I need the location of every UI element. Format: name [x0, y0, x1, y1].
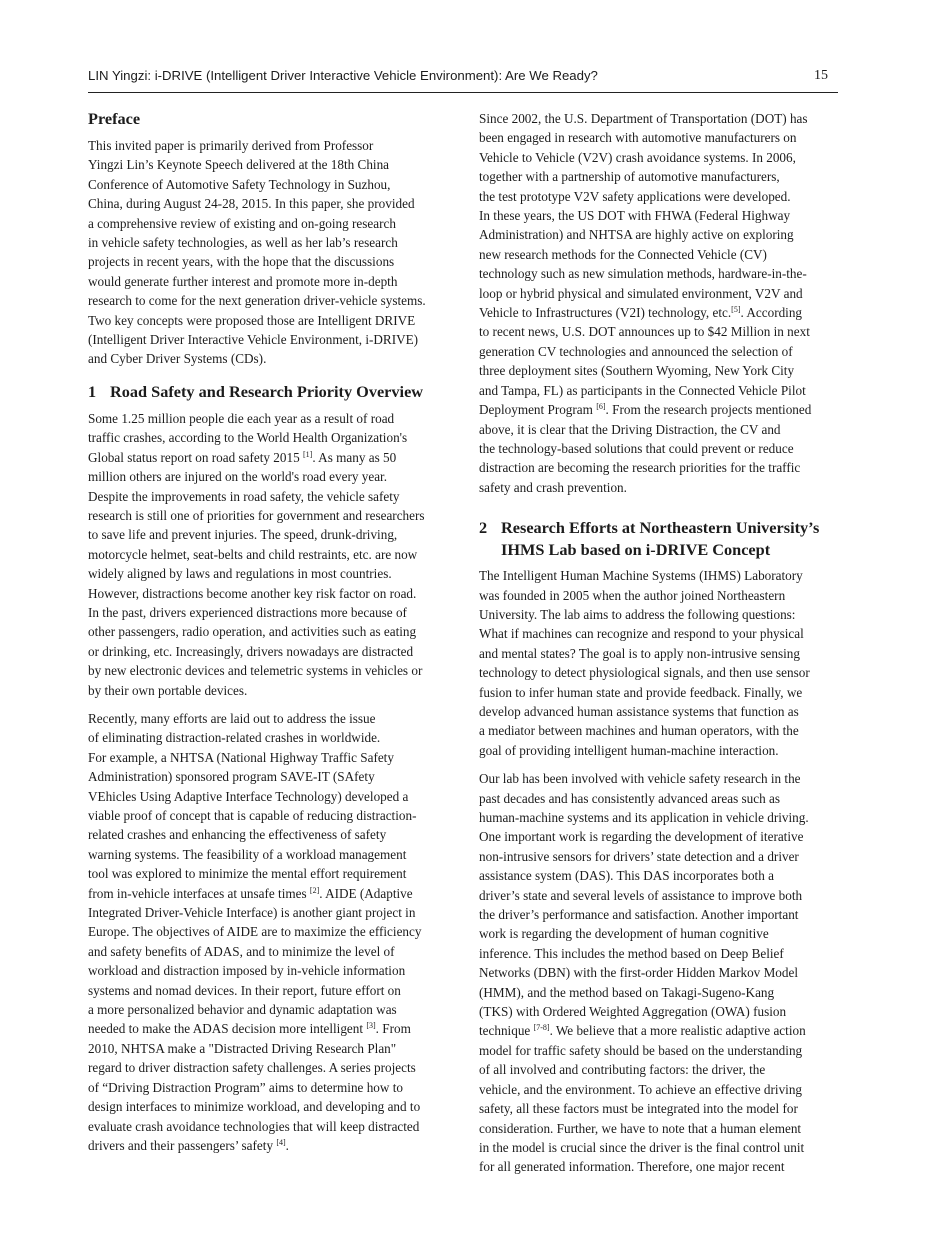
- text-line: In these years, the US DOT with FHWA (Federal Highway: [479, 208, 791, 224]
- preface-paragraph: [88, 136, 452, 369]
- text-line: widely aligned by laws and regulations in most countries.: [88, 566, 392, 582]
- text-line: consideration. Further, we have to note that a human element: [479, 1120, 802, 1136]
- text-line: a mediator between machines and human operators, with the: [479, 723, 799, 739]
- text-line: to save life and prevent injuries. The speed, drunk-driving,: [88, 527, 398, 543]
- text-line: generation CV technologies and announced the selection of: [479, 343, 793, 359]
- text-line: In the past, drivers experienced distractions more because of: [88, 604, 407, 620]
- text-line: the test prototype V2V safety applications were developed.: [479, 188, 791, 204]
- text-line: Yingzi Lin’s Keynote Speech delivered at the 18th China: [88, 157, 390, 173]
- text-run: . According: [740, 305, 803, 321]
- text-line: VEhicles Using Adaptive Interface Technology) developed a: [88, 788, 409, 804]
- text-line: [88, 1136, 452, 1155]
- text-line: to recent news, U.S. DOT announces up to $42 Million in next: [479, 324, 810, 340]
- text-line: non-intrusive sensors for drivers’ state detection and a driver: [479, 848, 799, 864]
- text-line: and Tampa, FL) as participants in the Connected Vehicle Pilot: [479, 382, 806, 398]
- text-run: technique: [479, 1023, 534, 1039]
- text-line: model for traffic safety should be based on the understanding: [479, 1042, 803, 1058]
- text-line: design interfaces to minimize workload, and developing and to: [88, 1099, 421, 1115]
- text-line: loop or hybrid physical and simulated environment, V2V and: [479, 285, 803, 301]
- text-line: research is still one of priorities for government and researchers: [88, 507, 425, 523]
- text-line: safety, all these factors must be integrated into the model for: [479, 1101, 798, 1117]
- text-run: Deployment Program: [479, 402, 597, 418]
- text-line: vehicle, and the environment. To achieve an effective driving: [479, 1081, 803, 1097]
- text-line: a more personalized behavior and dynamic adaptation was: [88, 1002, 397, 1018]
- text-line: viable proof of concept that is capable of reducing distraction-: [88, 808, 417, 823]
- text-line: human-machine systems and its application in vehicle driving.: [479, 810, 809, 825]
- text-line: Vehicle to Vehicle (V2V) crash avoidance systems. In 2006,: [479, 149, 796, 165]
- section-title-line: IHMS Lab based on i-DRIVE Concept: [501, 540, 771, 560]
- text-line: of eliminating distraction-related crashes in worldwide.: [88, 730, 381, 746]
- text-line: the driver’s performance and satisfaction. Another important: [479, 907, 799, 923]
- text-run: drivers and their passengers’ safety: [88, 1137, 277, 1153]
- text-line: related crashes and enhancing the effectiveness of safety: [88, 827, 387, 843]
- text-line: for all generated information. Therefore, one major recent: [479, 1159, 785, 1175]
- citation-6[interactable]: [6]: [596, 402, 606, 412]
- text-line: (Intelligent Driver Interactive Vehicle Environment, i-DRIVE): [88, 332, 419, 348]
- text-line: by new electronic devices and telemetric systems in vehicles or: [88, 663, 423, 679]
- text-line: above, it is clear that the Driving Distraction, the CV and: [479, 421, 781, 437]
- text-line: in the model is crucial since the driver is the final control unit: [479, 1139, 805, 1155]
- section-1-paragraph-3: [479, 109, 843, 497]
- citation-3[interactable]: [3]: [366, 1021, 376, 1031]
- section-2-paragraph-1: [479, 566, 843, 760]
- text-line: new research methods for the Connected Vehicle (CV): [479, 246, 767, 262]
- text-run: Global status report on road safety 2015: [88, 449, 303, 465]
- text-line: University. The lab aims to address the following questions:: [479, 606, 796, 622]
- citation-1[interactable]: [1]: [302, 449, 313, 459]
- running-header: [88, 68, 838, 93]
- text-line: or drinking, etc. Increasingly, drivers nowadays are distracted: [88, 643, 414, 659]
- text-line: China, during August 24-28, 2015. In this paper, she provided: [88, 196, 415, 212]
- text-line: by their own portable devices.: [88, 682, 248, 698]
- text-line: would generate further interest and promote more in-depth: [88, 273, 398, 289]
- text-line: What if machines can recognize and respond to your physical: [479, 626, 804, 642]
- text-line: Some 1.25 million people die each year as a result of road: [88, 410, 395, 426]
- text-line: systems and nomad devices. In their report, future effort on: [88, 982, 401, 998]
- text-line: in vehicle safety technologies, as well as her lab’s research: [88, 235, 398, 251]
- text-run: . AIDE (Adaptive: [319, 885, 413, 901]
- citation-2[interactable]: [2]: [309, 885, 320, 895]
- text-line: Despite the improvements in road safety, the vehicle safety: [88, 488, 400, 504]
- text-line: (TKS) with Ordered Weighted Aggregation (OWA) fusion: [479, 1004, 787, 1020]
- left-column: [88, 108, 452, 1164]
- text-run: needed to make the ADAS decision more intelligent: [88, 1021, 367, 1037]
- text-line: been engaged in research with automotive manufacturers on: [479, 130, 797, 146]
- text-line: develop advanced human assistance systems that function as: [479, 703, 799, 719]
- text-line: Administration) and NHTSA are highly active on exploring: [479, 227, 794, 243]
- text-line: of “Driving Distraction Program” aims to determine how to: [88, 1079, 403, 1095]
- text-line: Conference of Automotive Safety Technology in Suzhou,: [88, 176, 391, 192]
- text-run: .: [285, 1137, 289, 1153]
- section-title-line: Research Efforts at Northeastern University’s: [501, 518, 820, 538]
- text-run: . As many as 50: [312, 449, 397, 465]
- citation-5[interactable]: [5]: [731, 305, 741, 315]
- text-line: technology to detect physiological signals, and then use sensor: [479, 665, 810, 681]
- header-title: i-DRIVE (Intelligent Driver Interactive Vehicle Environment): Are We Ready?: [151, 68, 598, 83]
- text-line: fusion to infer human state and provide feedback. Finally, we: [479, 684, 803, 700]
- text-line: traffic crashes, according to the World Health Organization's: [88, 430, 408, 446]
- text-line: evaluate crash avoidance technologies that will keep distracted: [88, 1118, 420, 1134]
- text-line: [88, 448, 452, 467]
- text-line: safety and crash prevention.: [479, 479, 627, 495]
- text-line: together with a partnership of automotive manufacturers,: [479, 169, 780, 185]
- text-run: . From: [375, 1021, 411, 1037]
- section-title: Road Safety and Research Priority Overview: [110, 381, 424, 401]
- text-line: Europe. The objectives of AIDE are to maximize the efficiency: [88, 924, 422, 940]
- text-line: distraction are becoming the research priorities for the traffic: [479, 460, 801, 476]
- text-line: a comprehensive review of existing and on-going research: [88, 215, 396, 231]
- section-1-heading: [88, 381, 452, 403]
- text-line: [479, 303, 843, 322]
- right-column: [479, 109, 843, 1186]
- text-line: For example, a NHTSA (National Highway Traffic Safety: [88, 749, 394, 765]
- text-line: research to come for the next generation driver-vehicle systems.: [88, 293, 426, 309]
- text-line: Our lab has been involved with vehicle safety research in the: [479, 771, 801, 787]
- page-number: 15: [814, 68, 828, 83]
- text-line: 2010, NHTSA make a "Distracted Driving Research Plan": [88, 1040, 397, 1056]
- text-line: Integrated Driver-Vehicle Interface) is another giant project in: [88, 905, 416, 921]
- section-title: [501, 517, 819, 561]
- running-title: [88, 68, 598, 83]
- preface-heading: Preface: [88, 109, 141, 128]
- text-line: past decades and has consistently advanced areas such as: [479, 790, 781, 806]
- text-line: work is regarding the development of human cognitive: [479, 926, 769, 942]
- text-line: three deployment sites (Southern Wyoming, New York City: [479, 363, 795, 379]
- text-line: technology such as new simulation methods, hardware-in-the-: [479, 266, 807, 282]
- text-line: other passengers, radio operation, and activities such as eating: [88, 624, 417, 640]
- header-author: LIN Yingzi:: [88, 68, 152, 83]
- text-line: of all involved and contributing factors: the driver, the: [479, 1062, 766, 1078]
- text-line: was founded in 2005 when the author joined Northeastern: [479, 587, 786, 603]
- text-line: Networks (DBN) with the first-order Hidden Markov Model: [479, 965, 798, 981]
- text-line: Administration) sponsored program SAVE-IT (SAfety: [88, 769, 375, 785]
- section-1-paragraph-1: [88, 409, 452, 700]
- text-line: [479, 1021, 843, 1040]
- text-line: goal of providing intelligent human-machine interaction.: [479, 742, 779, 758]
- text-run: . We believe that a more realistic adaptive action: [549, 1023, 806, 1039]
- text-line: [88, 884, 452, 903]
- text-line: [88, 1019, 452, 1038]
- text-line: [479, 400, 843, 419]
- section-2-paragraph-2: [479, 769, 843, 1177]
- text-line: However, distractions become another key risk factor on road.: [88, 585, 417, 601]
- text-line: tool was explored to minimize the mental effort requirement: [88, 866, 407, 882]
- text-line: and mental states? The goal is to apply non-intrusive sensing: [479, 645, 800, 661]
- text-line: inference. This includes the method based on Deep Belief: [479, 945, 784, 961]
- text-line: the technology-based solutions that could prevent or reduce: [479, 440, 794, 456]
- text-line: and safety benefits of ADAS, and to minimize the level of: [88, 943, 395, 959]
- text-line: One important work is regarding the development of iterative: [479, 829, 804, 845]
- text-run: . From the research projects mentioned: [605, 402, 812, 418]
- text-run: from in-vehicle interfaces at unsafe times: [88, 885, 310, 901]
- text-line: and Cyber Driver Systems (CDs).: [88, 351, 267, 367]
- citation-4[interactable]: [4]: [276, 1137, 286, 1147]
- citation-7-8[interactable]: [7-8]: [533, 1023, 550, 1033]
- text-line: million others are injured on the world's road every year.: [88, 469, 388, 485]
- section-2-heading: [479, 517, 843, 561]
- section-number: 2: [479, 518, 488, 538]
- text-line: workload and distraction imposed by in-vehicle information: [88, 963, 406, 979]
- text-line: regard to driver distraction safety challenges. A series projects: [88, 1060, 416, 1076]
- section-1-paragraph-2: [88, 709, 452, 1155]
- section-number: 1: [88, 381, 97, 401]
- text-line: driver’s state and several levels of assistance to improve both: [479, 887, 803, 903]
- text-line: projects in recent years, with the hope that the discussions: [88, 254, 395, 270]
- text-line: Since 2002, the U.S. Department of Transportation (DOT) has: [479, 111, 808, 126]
- text-line: (HMM), and the method based on Takagi-Sugeno-Kang: [479, 984, 775, 1000]
- text-line: Two key concepts were proposed those are Intelligent DRIVE: [88, 312, 416, 328]
- text-line: The Intelligent Human Machine Systems (IHMS) Laboratory: [479, 568, 803, 584]
- text-line: This invited paper is primarily derived from Professor: [88, 138, 374, 153]
- text-run: Vehicle to Infrastructures (V2I) technology, etc.: [479, 305, 732, 321]
- text-line: Recently, many efforts are laid out to address the issue: [88, 710, 376, 726]
- text-line: motorcycle helmet, seat-belts and child restraints, etc. are now: [88, 546, 418, 562]
- text-line: assistance system (DAS). This DAS incorporates both a: [479, 868, 774, 884]
- text-line: warning systems. The feasibility of a workload management: [88, 846, 407, 862]
